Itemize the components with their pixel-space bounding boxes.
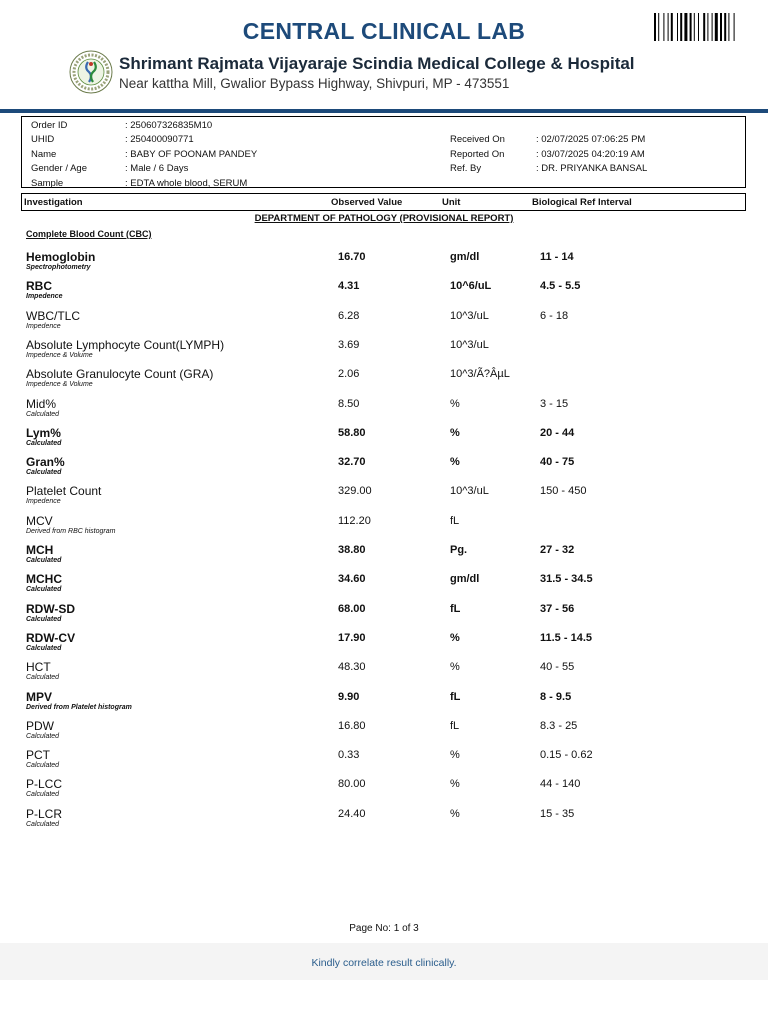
test-unit: % — [450, 749, 460, 761]
test-method: Calculated — [26, 645, 62, 652]
test-unit: 10^3/uL — [450, 310, 489, 322]
test-unit: fL — [450, 515, 460, 527]
received-label: Received On — [450, 134, 505, 145]
patient-info-box — [21, 116, 746, 188]
test-value: 68.00 — [338, 603, 366, 615]
received-value: : 02/07/2025 07:06:25 PM — [536, 134, 646, 145]
test-unit: Pg. — [450, 544, 468, 556]
name-value: : BABY OF POONAM PANDEY — [125, 149, 258, 160]
test-method: Derived from Platelet histogram — [26, 704, 132, 711]
sample-value: : EDTA whole blood, SERUM — [125, 178, 248, 189]
test-unit: % — [450, 456, 460, 468]
test-name: RBC — [26, 279, 52, 293]
test-name: Absolute Lymphocyte Count(LYMPH) — [26, 338, 225, 352]
test-unit: % — [450, 632, 460, 644]
reported-label: Reported On — [450, 149, 505, 160]
test-unit: % — [450, 427, 460, 439]
test-method: Calculated — [26, 411, 60, 418]
test-name: MPV — [26, 690, 53, 704]
test-name: HCT — [26, 660, 51, 674]
sample-label: Sample — [31, 178, 64, 189]
test-ref-interval: 40 - 55 — [540, 661, 575, 673]
test-ref-interval: 27 - 32 — [540, 544, 575, 556]
name-label: Name — [31, 149, 57, 160]
test-ref-interval: 4.5 - 5.5 — [540, 280, 581, 292]
test-name: MCHC — [26, 572, 62, 586]
test-method: Impedence & Volume — [26, 381, 93, 388]
test-name: Platelet Count — [26, 484, 102, 498]
test-name: Gran% — [26, 455, 65, 469]
test-value: 34.60 — [338, 573, 366, 585]
test-method: Impedence & Volume — [26, 352, 93, 359]
gender-age-label: Gender / Age — [31, 163, 87, 174]
test-name: P-LCR — [26, 807, 63, 821]
col-ref-interval: Biological Ref Interval — [532, 197, 632, 208]
col-unit: Unit — [442, 197, 461, 208]
reported-value: : 03/07/2025 04:20:19 AM — [536, 149, 645, 160]
test-method: Calculated — [26, 762, 60, 769]
test-name: Absolute Granulocyte Count (GRA) — [26, 367, 214, 381]
test-method: Calculated — [26, 469, 62, 476]
test-value: 32.70 — [338, 456, 366, 468]
test-ref-interval: 11.5 - 14.5 — [540, 632, 592, 644]
refby-label: Ref. By — [450, 163, 482, 174]
test-unit: 10^3/Ã?ÂµL — [450, 368, 510, 380]
test-ref-interval: 8.3 - 25 — [540, 720, 578, 732]
test-method: Calculated — [26, 791, 60, 798]
test-method: Spectrophotometry — [26, 264, 91, 271]
test-unit: fL — [450, 603, 461, 615]
gender-age-value: : Male / 6 Days — [125, 163, 189, 174]
test-value: 6.28 — [338, 310, 360, 322]
test-unit: % — [450, 398, 460, 410]
test-name: Hemoglobin — [26, 250, 96, 264]
test-method: Calculated — [26, 674, 60, 681]
test-ref-interval: 15 - 35 — [540, 808, 575, 820]
test-ref-interval: 8 - 9.5 — [540, 691, 572, 703]
test-unit: 10^6/uL — [450, 280, 492, 292]
header-divider — [0, 109, 768, 113]
test-ref-interval: 6 - 18 — [540, 310, 569, 322]
test-name: PCT — [26, 748, 50, 762]
test-method: Calculated — [26, 616, 62, 623]
refby-value: : DR. PRIYANKA BANSAL — [536, 163, 648, 174]
test-name: RDW-SD — [26, 602, 76, 616]
test-value: 8.50 — [338, 398, 360, 410]
test-ref-interval: 20 - 44 — [540, 427, 575, 439]
test-unit: gm/dl — [450, 251, 480, 263]
test-unit: fL — [450, 691, 461, 703]
barcode-icon — [652, 12, 754, 42]
test-unit: % — [450, 661, 460, 673]
test-ref-interval: 44 - 140 — [540, 778, 581, 790]
test-name: MCV — [26, 514, 53, 528]
test-ref-interval: 0.15 - 0.62 — [540, 749, 593, 761]
lab-title: CENTRAL CLINICAL LAB — [242, 18, 526, 44]
test-method: Derived from RBC histogram — [26, 528, 116, 535]
test-ref-interval: 3 - 15 — [540, 398, 569, 410]
college-address: Near kattha Mill, Gwalior Bypass Highway, Shivpuri, MP - 473551 — [119, 76, 510, 91]
test-value: 58.80 — [338, 427, 366, 439]
test-method: Calculated — [26, 557, 62, 564]
test-unit: gm/dl — [450, 573, 480, 585]
test-unit: % — [450, 808, 460, 820]
college-name: Shrimant Rajmata Vijayaraje Scindia Medical College & Hospital — [119, 54, 635, 73]
test-value: 17.90 — [338, 632, 366, 644]
page-number: Page No: 1 of 3 — [349, 923, 419, 934]
order-id-value: : 250607326835M10 — [125, 120, 213, 131]
test-value: 38.80 — [338, 544, 366, 556]
test-value: 4.31 — [338, 280, 360, 292]
test-ref-interval: 40 - 75 — [540, 456, 575, 468]
uhid-label: UHID — [31, 134, 55, 145]
col-observed-value: Observed Value — [331, 197, 403, 208]
test-name: Lym% — [26, 426, 61, 440]
col-investigation: Investigation — [24, 197, 83, 208]
test-unit: fL — [450, 720, 460, 732]
test-value: 48.30 — [338, 661, 366, 673]
test-name: WBC/TLC — [26, 309, 80, 323]
test-name: MCH — [26, 543, 54, 557]
test-ref-interval: 37 - 56 — [540, 603, 575, 615]
order-id-label: Order ID — [31, 120, 68, 131]
test-value: 80.00 — [338, 778, 366, 790]
column-header — [21, 193, 746, 211]
footer-note: Kindly correlate result clinically. — [311, 957, 457, 969]
test-name: P-LCC — [26, 777, 63, 791]
test-value: 329.00 — [338, 485, 372, 497]
test-method: Impedence — [26, 323, 61, 330]
test-method: Impedence — [26, 293, 63, 300]
test-value: 16.80 — [338, 720, 366, 732]
college-logo-icon — [69, 50, 113, 94]
test-value: 24.40 — [338, 808, 366, 820]
test-value: 3.69 — [338, 339, 360, 351]
uhid-value: : 250400090771 — [125, 134, 194, 145]
test-method: Calculated — [26, 586, 62, 593]
test-method: Calculated — [26, 440, 62, 447]
department-title: DEPARTMENT OF PATHOLOGY (PROVISIONAL REPORT) — [254, 213, 514, 224]
test-ref-interval: 11 - 14 — [540, 251, 574, 263]
test-value: 16.70 — [338, 251, 366, 263]
test-name: RDW-CV — [26, 631, 76, 645]
test-method: Calculated — [26, 733, 60, 740]
test-method: Calculated — [26, 821, 60, 828]
test-method: Impedence — [26, 498, 61, 505]
test-name: Mid% — [26, 397, 57, 411]
test-ref-interval: 31.5 - 34.5 — [540, 573, 593, 585]
test-unit: % — [450, 778, 460, 790]
test-value: 9.90 — [338, 691, 360, 703]
test-value: 0.33 — [338, 749, 360, 761]
section-title: Complete Blood Count (CBC) — [26, 229, 152, 239]
test-value: 112.20 — [338, 515, 371, 527]
test-unit: 10^3/uL — [450, 485, 489, 497]
test-ref-interval: 150 - 450 — [540, 485, 587, 497]
test-name: PDW — [26, 719, 54, 733]
test-unit: 10^3/uL — [450, 339, 489, 351]
test-value: 2.06 — [338, 368, 360, 380]
